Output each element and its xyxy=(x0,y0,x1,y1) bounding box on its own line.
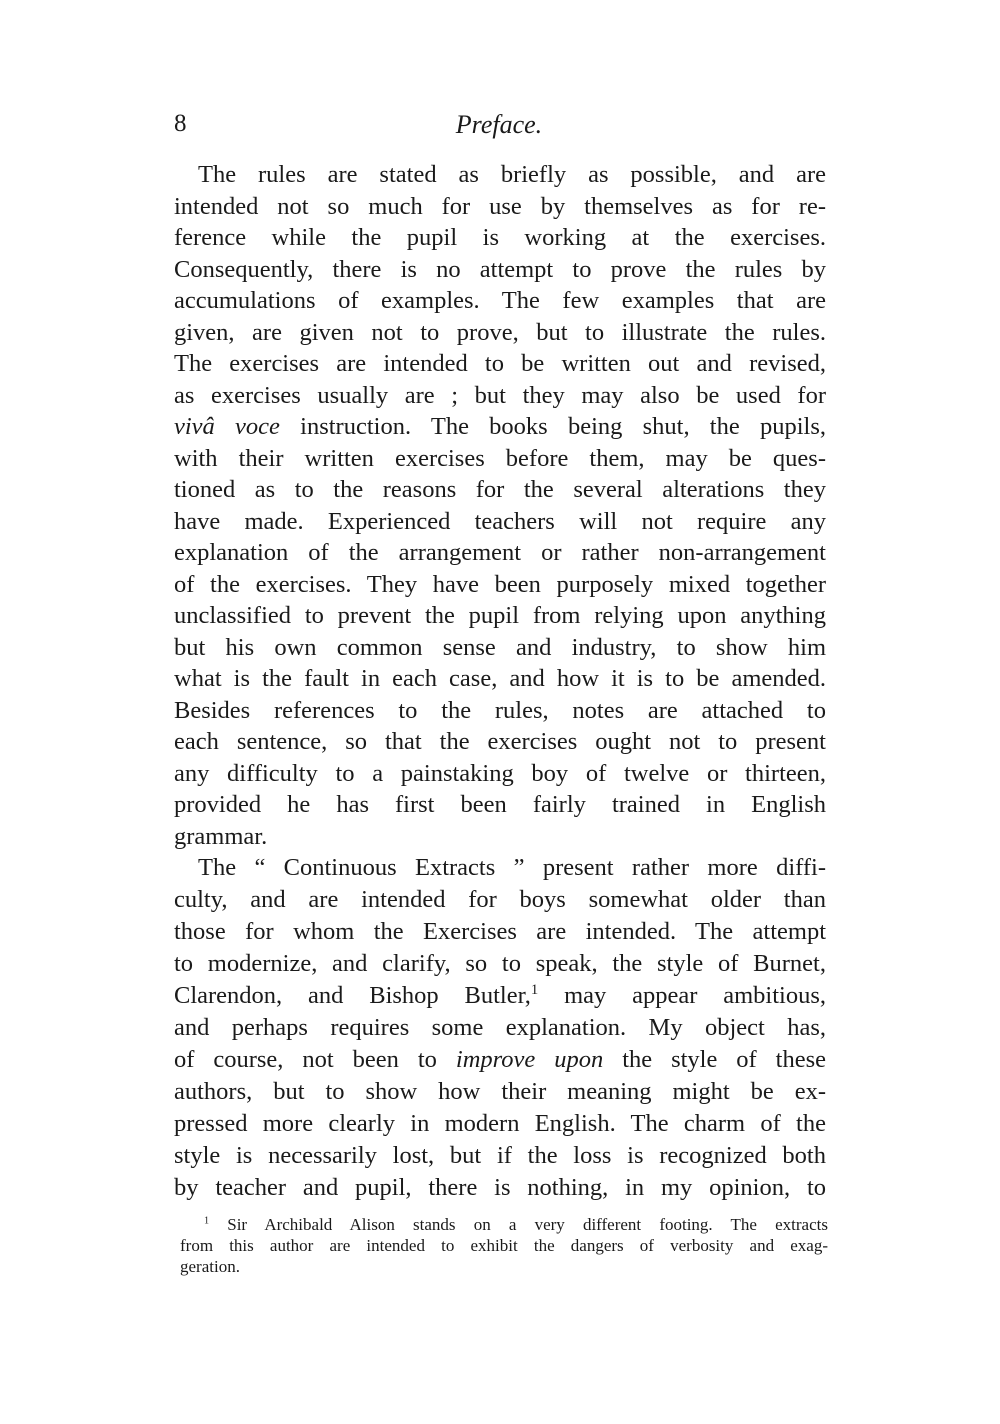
running-title: Preface. xyxy=(455,110,543,139)
text-run: Clarendon, and Bishop Butler, xyxy=(174,982,531,1009)
text-line xyxy=(174,600,826,632)
text-line xyxy=(174,632,826,664)
text-line xyxy=(174,506,826,538)
text-run: as exercises usually are ; but they may also be used for xyxy=(174,381,826,409)
text-line xyxy=(174,411,826,443)
text-run: those for whom the Exercises are intended. The attempt xyxy=(174,918,826,945)
text-line xyxy=(174,254,826,286)
text-run: have made. Experienced teachers will not require any xyxy=(174,507,826,535)
text-line xyxy=(174,348,826,380)
text-run: Sir Archibald Alison stands on a very different footing. The extracts xyxy=(209,1215,828,1234)
text-run: the style of these xyxy=(603,1046,827,1073)
italic-text: vivâ voce xyxy=(174,413,280,440)
text-run: each sentence, so that the exercises ought not to present xyxy=(174,728,826,755)
text-run: from this author are intended to exhibit the dangers of verbosity and exag- xyxy=(180,1236,828,1255)
text-line xyxy=(174,317,826,349)
text-run: of course, not been to xyxy=(174,1046,456,1073)
text-line xyxy=(174,726,826,758)
text-run: accumulations of examples. The few examples that are xyxy=(174,287,826,314)
text-run: culty, and are intended for boys somewhat older than xyxy=(174,886,826,913)
footnote-marker: 1 xyxy=(204,1215,210,1227)
footnote-marker: 1 xyxy=(530,981,539,998)
text-run: to modernize, and clarify, so to speak, the style of Burnet, xyxy=(174,950,826,977)
text-line xyxy=(174,852,826,884)
text-run: The exercises are intended to be written out and revised, xyxy=(174,350,826,377)
text-run: The rules are stated as briefly as possible, and are xyxy=(198,161,826,188)
text-line xyxy=(174,1108,826,1140)
text-line xyxy=(174,916,826,948)
text-line xyxy=(174,191,826,223)
text-line xyxy=(174,663,826,695)
page-number: 8 xyxy=(174,110,187,137)
paragraph-1 xyxy=(174,159,826,852)
text-line xyxy=(174,159,826,191)
text-run: style is necessarily lost, but if the loss is recognized both xyxy=(174,1142,826,1169)
text-run: grammar. xyxy=(174,822,268,850)
running-header xyxy=(174,110,824,140)
text-run: explanation of the arrangement or rather non-arrangement xyxy=(174,539,826,566)
text-line xyxy=(174,1044,826,1076)
text-run: of the exercises. They have been purposely mixed together xyxy=(174,570,826,598)
text-line xyxy=(174,758,826,790)
text-line xyxy=(174,821,826,853)
text-line xyxy=(174,569,826,601)
text-run: pressed more clearly in modern English. The charm of the xyxy=(174,1110,826,1137)
text-run: provided he has first been fairly trained in English xyxy=(174,791,826,818)
text-line xyxy=(174,222,826,254)
text-line xyxy=(174,695,826,727)
text-run: but his own common sense and industry, to show him xyxy=(174,633,826,661)
text-line xyxy=(174,537,826,569)
text-run: Consequently, there is no attempt to prove the rules by xyxy=(174,255,826,283)
text-line xyxy=(174,285,826,317)
footnote xyxy=(180,1214,828,1277)
text-run: ference while the pupil is working at the exercises. xyxy=(174,224,826,251)
text-run: any difficulty to a painstaking boy of twelve or thirteen, xyxy=(174,759,826,787)
text-run: tioned as to the reasons for the several alterations they xyxy=(174,476,826,503)
text-run: what is the fault in each case, and how it is to be amended. xyxy=(174,665,826,692)
text-run: given, are given not to prove, but to illustrate the rules. xyxy=(174,318,826,346)
text-line xyxy=(180,1256,828,1277)
text-run: may appear ambitious, xyxy=(538,982,826,1009)
italic-text: improve upon xyxy=(455,1046,604,1073)
text-line xyxy=(174,1076,826,1108)
text-line xyxy=(174,980,826,1012)
text-line xyxy=(174,380,826,412)
text-line xyxy=(174,474,826,506)
text-run: unclassified to prevent the pupil from relying upon anything xyxy=(174,602,826,629)
text-line xyxy=(174,789,826,821)
text-line xyxy=(174,1172,826,1204)
text-line xyxy=(174,1140,826,1172)
text-run: and perhaps requires some explanation. My object has, xyxy=(174,1014,826,1041)
text-run: Besides references to the rules, notes are attached to xyxy=(174,696,826,724)
text-run: intended not so much for use by themselves as for re- xyxy=(174,192,826,220)
text-line xyxy=(174,884,826,916)
text-run: instruction. The books being shut, the pupils, xyxy=(279,413,826,440)
paragraph-2 xyxy=(174,852,826,1204)
text-run: The “ Continuous Extracts ” present rather more diffi- xyxy=(198,854,826,881)
text-line xyxy=(174,1012,826,1044)
text-line xyxy=(174,948,826,980)
text-run: by teacher and pupil, there is nothing, in my opinion, to xyxy=(174,1174,826,1201)
text-line xyxy=(174,443,826,475)
text-run: authors, but to show how their meaning might be ex- xyxy=(174,1078,826,1105)
text-run: geration. xyxy=(180,1257,240,1276)
text-line xyxy=(180,1235,828,1256)
text-line xyxy=(180,1214,828,1235)
text-run: with their written exercises before them, may be ques- xyxy=(174,444,826,472)
